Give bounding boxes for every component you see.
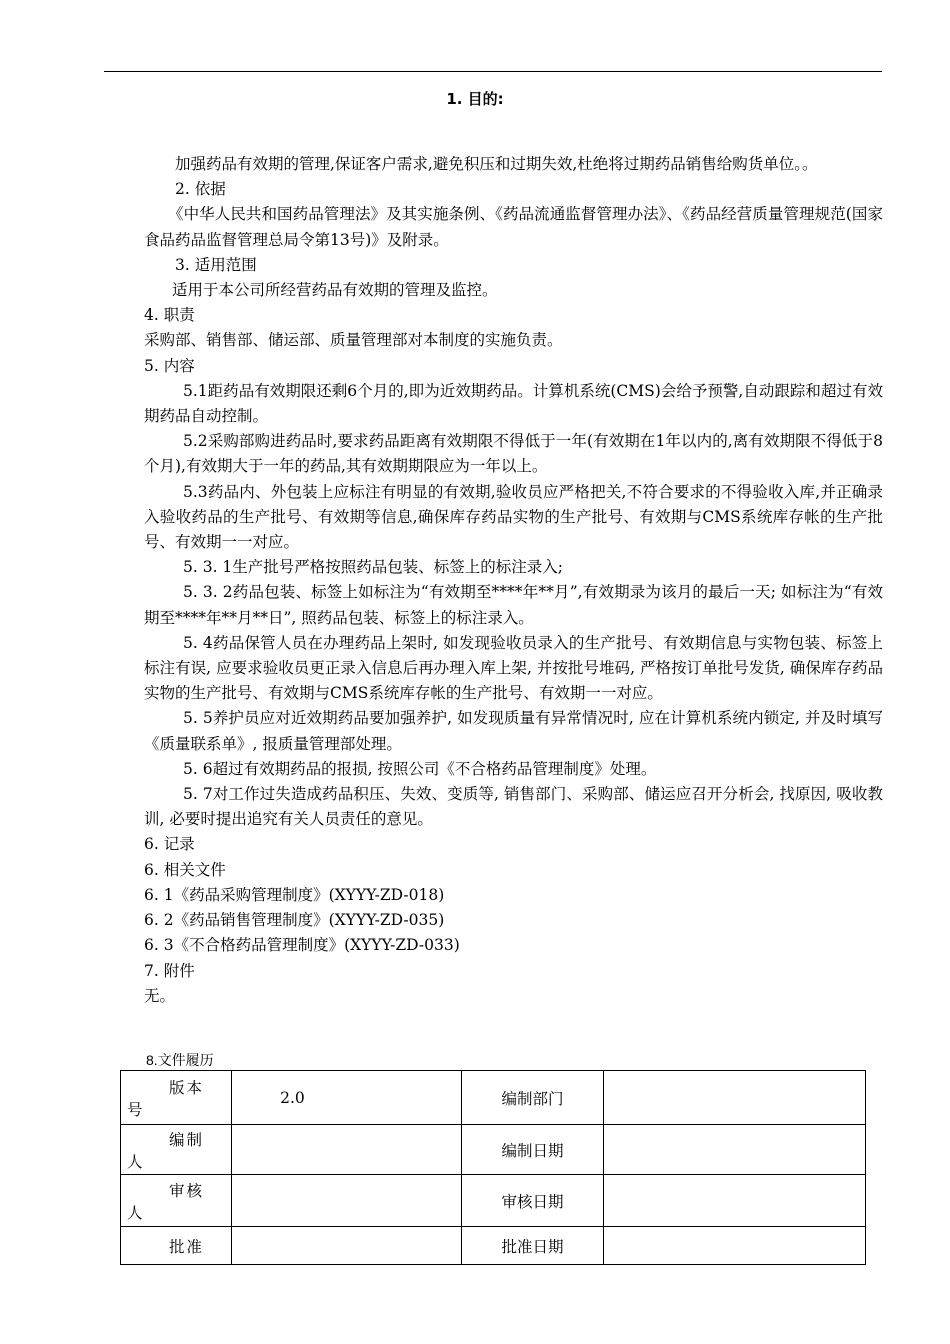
value-cell bbox=[603, 1071, 865, 1125]
table-row bbox=[121, 1227, 866, 1265]
paragraph: 6. 相关文件 bbox=[144, 860, 226, 879]
table-row bbox=[121, 1071, 866, 1125]
paragraph: 采购部、销售部、储运部、质量管理部对本制度的实施负责。 bbox=[144, 331, 563, 350]
paragraph: 6. 3《不合格药品管理制度》(XYYY-ZD-033) bbox=[144, 936, 460, 955]
value-cell bbox=[232, 1227, 462, 1265]
paragraph: 无。 bbox=[144, 986, 176, 1005]
paragraph: 5.1距药品有效期限还剩6个月的,即为近效期药品。计算机系统(CMS)会给予预警,自动跟踪和超过有效期药品自动控制。 bbox=[144, 381, 883, 426]
label-cell: 版本 号 bbox=[121, 1071, 232, 1125]
paragraph: 5. 3. 1生产批号严格按照药品包装、标签上的标注录入; bbox=[183, 558, 564, 577]
value-cell bbox=[232, 1125, 462, 1175]
label-cell: 审核 人 bbox=[121, 1175, 232, 1227]
paragraph: 5. 4药品保管人员在办理药品上架时, 如发现验收员录入的生产批号、有效期信息与实物包装、标签上标注有误, 应要求验收员更正录入信息后再办理入库上架, 并按批号堆码, 严格按订单批号发货, 确保库存药品实物的生产批号、有效期与CMS系统库存帐的生产批号、有效期一一对应。 bbox=[144, 633, 883, 703]
section-heading: 1. 目的: bbox=[446, 90, 504, 108]
label-cell: 批准 bbox=[121, 1227, 232, 1265]
paragraph: 2. 依据 bbox=[175, 180, 226, 199]
table-row bbox=[121, 1125, 866, 1175]
paragraph: 6. 2《药品销售管理制度》(XYYY-ZD-035) bbox=[144, 911, 445, 930]
paragraph: 4. 职责 bbox=[144, 306, 195, 325]
document-body bbox=[144, 152, 883, 1009]
paragraph: 5. 6超过有效期药品的报损, 按照公司《不合格药品管理制度》处理。 bbox=[183, 759, 657, 778]
paragraph: 3. 适用范围 bbox=[175, 255, 257, 274]
value-cell bbox=[603, 1125, 865, 1175]
paragraph: 5. 7对工作过失造成药品积压、失效、变质等, 销售部门、采购部、储运应召开分析会, 找原因, 吸收教训, 必要时提出追究有关人员责任的意见。 bbox=[144, 785, 883, 829]
label-cell: 编制日期 bbox=[462, 1125, 603, 1175]
header-rule bbox=[104, 71, 882, 72]
label-cell: 编制 人 bbox=[121, 1125, 232, 1175]
paragraph: 加强药品有效期的管理,保证客户需求,避免积压和过期失效,杜绝将过期药品销售给购货单位。。 bbox=[175, 155, 818, 173]
paragraph: 5.3药品内、外包装上应标注有明显的有效期,验收员应严格把关,不符合要求的不得验收入库,并正确录入验收药品的生产批号、有效期等信息,确保库存药品实物的生产批号、有效期与CMS系统库存帐的生产批号、有效期一一对应。 bbox=[144, 482, 883, 552]
value-cell bbox=[232, 1175, 462, 1227]
document-history-table bbox=[120, 1070, 866, 1265]
label-cell: 审核日期 bbox=[462, 1175, 603, 1227]
value-cell bbox=[603, 1227, 865, 1265]
paragraph: 5.2采购部购进药品时,要求药品距离有效期限不得低于一年(有效期在1年以内的,离有效期限不得低于8个月),有效期大于一年的药品,其有效期期限应为一年以上。 bbox=[144, 432, 883, 476]
paragraph: 6. 1《药品采购管理制度》(XYYY-ZD-018) bbox=[144, 885, 445, 904]
label-cell: 批准日期 bbox=[462, 1227, 603, 1265]
paragraph: 6. 记录 bbox=[144, 835, 195, 854]
paragraph: 5. 5养护员应对近效期药品要加强养护, 如发现质量有异常情况时, 应在计算机系统内锁定, 并及时填写《质量联系单》, 报质量管理部处理。 bbox=[144, 709, 883, 753]
history-title: 8.文件履历 bbox=[146, 1052, 214, 1068]
paragraph: 5. 内容 bbox=[144, 356, 195, 375]
value-cell bbox=[603, 1175, 865, 1227]
paragraph: 7. 附件 bbox=[144, 961, 195, 980]
paragraph: 5. 3. 2药品包装、标签上如标注为“有效期至****年**月”,有效期录为该月的最后一天; 如标注为“有效期至****年**月**日”, 照药品包装、标签上的标注录入。 bbox=[144, 583, 883, 627]
paragraph: 适用于本公司所经营药品有效期的管理及监控。 bbox=[172, 281, 498, 300]
paragraph: 《中华人民共和国药品管理法》及其实施条例、《药品流通监督管理办法》、《药品经营质量管理规范(国家食品药品监督管理总局令第13号)》及附录。 bbox=[144, 205, 883, 249]
table-row bbox=[121, 1175, 866, 1227]
version-value: 2.0 bbox=[232, 1071, 462, 1125]
label-cell: 编制部门 bbox=[462, 1071, 603, 1125]
